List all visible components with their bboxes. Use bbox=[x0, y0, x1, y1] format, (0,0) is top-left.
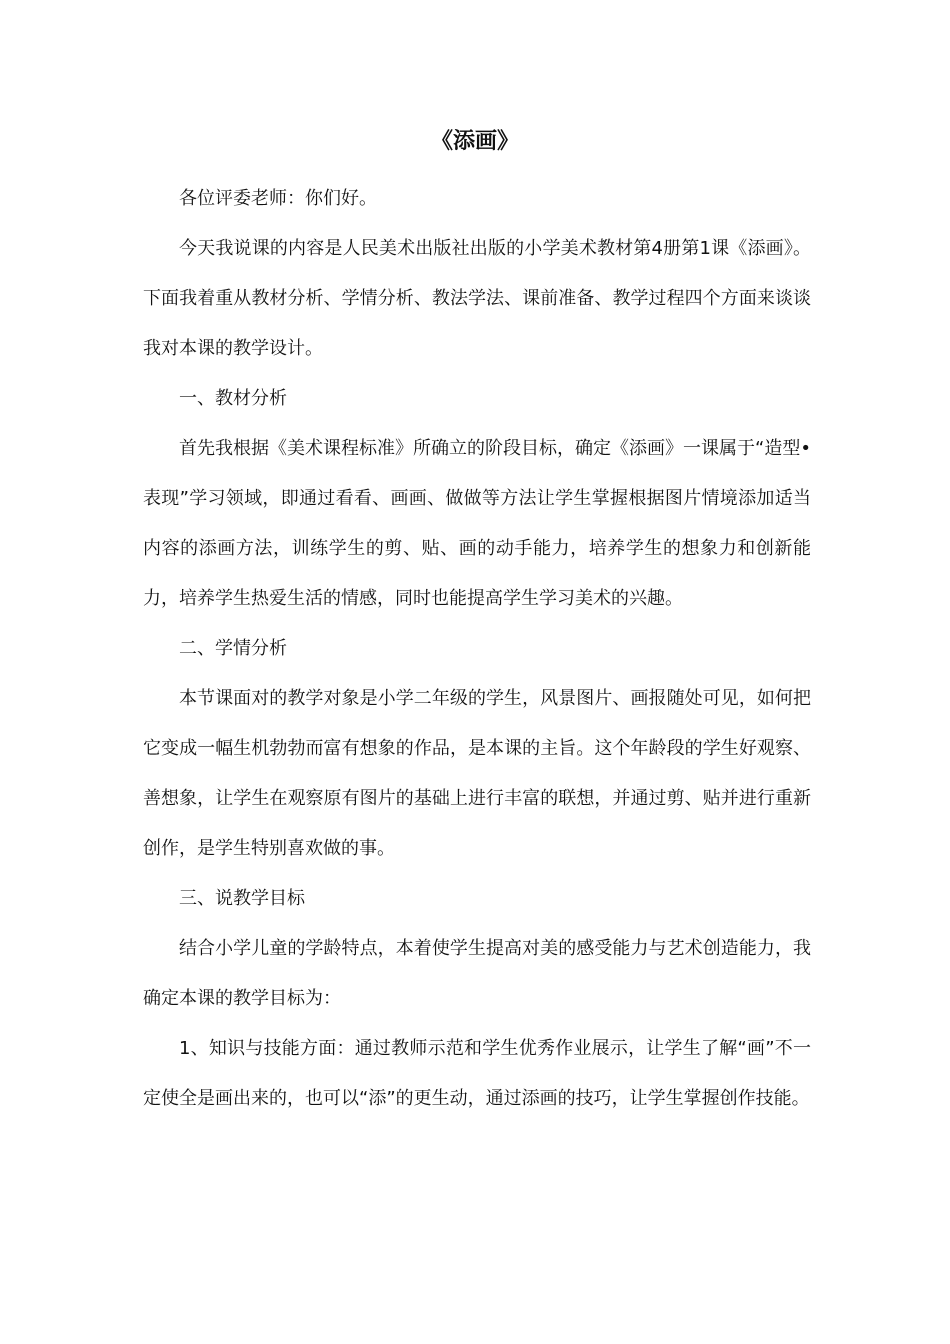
section-heading-teaching-goals: 三、说教学目标 bbox=[179, 888, 305, 909]
paragraph-teaching-goals: 结合小学儿童的学龄特点，本着使学生提高对美的感受能力与艺术创造能力，我确定本课的教学目标为： bbox=[143, 938, 811, 1009]
section-heading-textbook-analysis: 一、教材分析 bbox=[179, 388, 287, 409]
paragraph-textbook-analysis: 首先我根据《美术课程标准》所确立的阶段目标，确定《添画》一课属于“造型•表现”学习领域，即通过看看、画画、做做等方法让学生掌握根据图片情境添加适当内容的添画方法，训练学生的剪、贴、画的动手能力，培养学生的想象力和创新能力，培养学生热爱生活的情感，同时也能提高学生学习美术的兴趣。 bbox=[143, 438, 811, 609]
paragraph-student-analysis: 本节课面对的教学对象是小学二年级的学生，风景图片、画报随处可见，如何把它变成一幅生机勃勃而富有想象的作品，是本课的主旨。这个年龄段的学生好观察、善想象，让学生在观察原有图片的基础上进行丰富的联想，并通过剪、贴并进行重新创作，是学生特别喜欢做的事。 bbox=[143, 688, 811, 859]
section-heading-student-analysis: 二、学情分析 bbox=[179, 638, 287, 659]
paragraph-greeting: 各位评委老师：你们好。 bbox=[179, 188, 377, 209]
document-body bbox=[143, 174, 811, 1124]
paragraph-knowledge-skills: 1、知识与技能方面：通过教师示范和学生优秀作业展示，让学生了解“画”不一定使全是画出来的，也可以“添”的更生动，通过添画的技巧，让学生掌握创作技能。 bbox=[143, 1038, 811, 1109]
document-title: 《添画》 bbox=[430, 129, 519, 154]
paragraph-intro: 今天我说课的内容是人民美术出版社出版的小学美术教材第4册第1课《添画》。下面我着重从教材分析、学情分析、教法学法、课前准备、教学过程四个方面来谈谈我对本课的教学设计。 bbox=[143, 238, 811, 359]
